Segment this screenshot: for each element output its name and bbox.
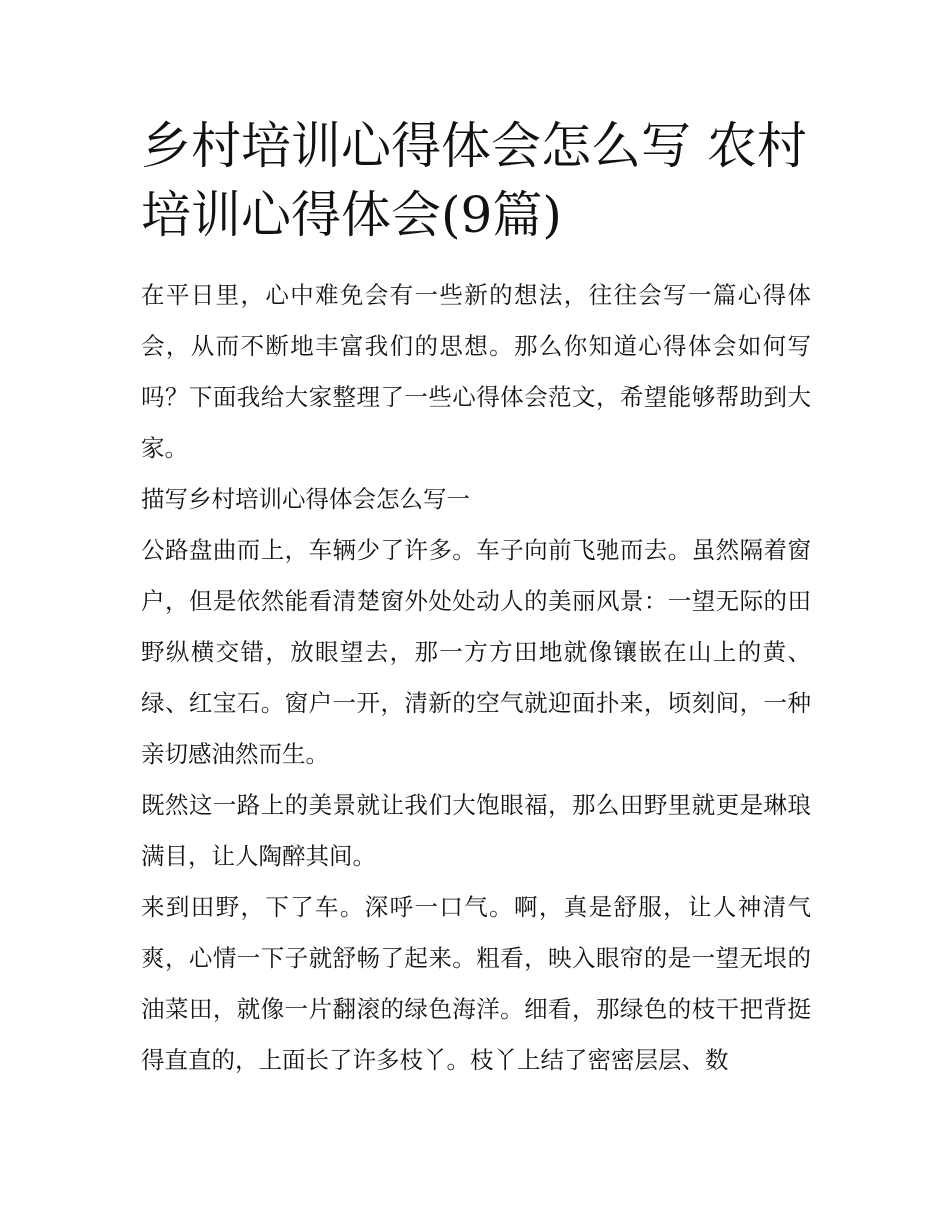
document-body	[141, 270, 811, 1086]
section-heading: 描写乡村培训心得体会怎么写一	[141, 485, 470, 513]
body-paragraph: 既然这一路上的美景就让我们大饱眼福，那么田野里就更是琳琅满目，让人陶醉其间。	[141, 791, 811, 870]
body-paragraph: 公路盘曲而上，车辆少了许多。车子向前飞驰而去。虽然隔着窗户，但是依然能看清楚窗外处处动人的美丽风景：一望无际的田野纵横交错，放眼望去，那一方方田地就像镶嵌在山上的黄、绿、红宝石。窗户一开，清新的空气就迎面扑来，顷刻间，一种亲切感油然而生。	[141, 536, 811, 768]
body-paragraph: 来到田野，下了车。深呼一口气。啊，真是舒服，让人神清气爽，心情一下子就舒畅了起来。粗看，映入眼帘的是一望无垠的油菜田，就像一片翻滚的绿色海洋。细看，那绿色的枝干把背挺得直直的，上面长了许多枝丫。枝丫上结了密密层层、数	[141, 893, 811, 1074]
document-content	[141, 112, 811, 1086]
intro-paragraph: 在平日里，心中难免会有一些新的想法，往往会写一篇心得体会，从而不断地丰富我们的思想。那么你知道心得体会如何写吗？下面我给大家整理了一些心得体会范文，希望能够帮助到大家。	[141, 281, 811, 462]
document-title: 乡村培训心得体会怎么写 农村培训心得体会(9篇)	[141, 117, 807, 244]
